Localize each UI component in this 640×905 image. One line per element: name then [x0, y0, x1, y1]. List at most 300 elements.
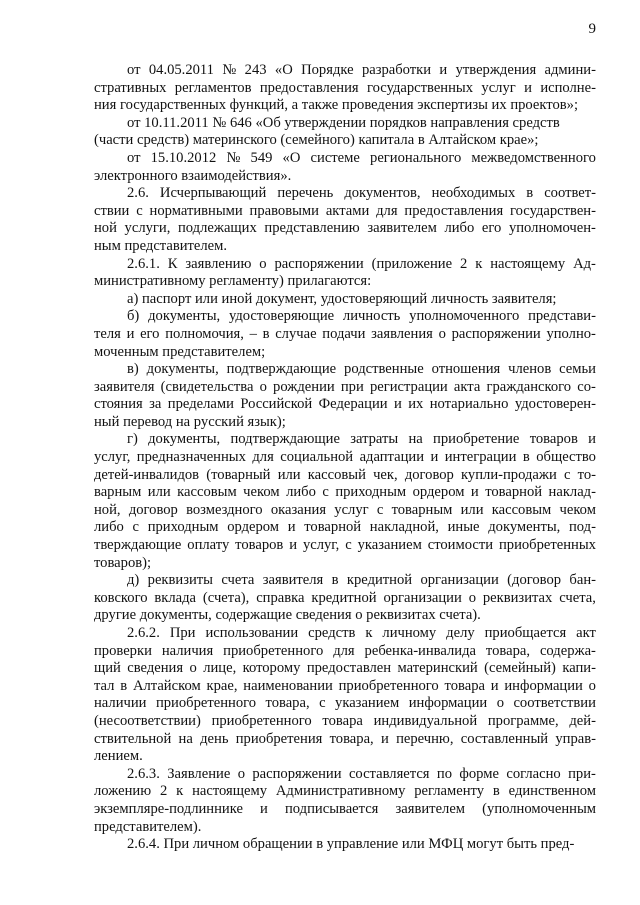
word: кассовый — [307, 466, 366, 483]
word: день — [200, 730, 229, 747]
text-line — [94, 185, 596, 203]
word: распоряжении — [451, 325, 541, 342]
word: подтверждающие — [230, 431, 340, 448]
word: настоящему — [192, 783, 268, 800]
text-line — [94, 361, 596, 379]
word: документы, — [146, 361, 219, 378]
word: ордером — [227, 519, 280, 536]
word: указанием — [335, 695, 400, 712]
word: накладной, — [369, 519, 439, 536]
text-line — [94, 256, 596, 274]
word: 15.10.2012 — [150, 149, 217, 166]
word: и — [524, 79, 532, 96]
word: в) — [127, 361, 139, 378]
word: г) — [127, 431, 138, 448]
text-line — [94, 431, 596, 449]
word: 2 — [459, 255, 468, 272]
word: с — [376, 501, 384, 518]
word: приобретенного — [211, 712, 312, 729]
word: К — [167, 255, 178, 272]
word: № — [222, 62, 237, 78]
word: либо — [286, 484, 316, 501]
word: товара, — [265, 695, 310, 712]
word: соответствии — [513, 695, 596, 712]
word: или — [277, 466, 301, 483]
word: детей-инвалидов — [94, 466, 200, 483]
text-line — [94, 62, 596, 80]
word: ребенка-инвалида — [364, 642, 476, 659]
word: к — [176, 783, 184, 800]
text-line — [94, 467, 596, 485]
word: оплату — [187, 537, 230, 554]
word: предоставления — [404, 202, 504, 219]
word: возмездного — [186, 501, 263, 518]
text-line — [94, 449, 596, 467]
text-line — [94, 590, 596, 608]
word: справка — [256, 589, 305, 606]
word: управ- — [555, 730, 596, 747]
word: проверки — [94, 642, 152, 659]
word: товара, — [485, 642, 530, 659]
word: наличия — [161, 642, 214, 659]
word: заявлению — [185, 255, 252, 272]
text-line — [94, 713, 596, 731]
word: стративных — [94, 79, 167, 96]
text-line — [94, 572, 596, 590]
word: программе, — [487, 712, 559, 729]
word: его — [481, 220, 502, 237]
text-line: товаров); — [94, 554, 152, 571]
text-line: 2.6.4. При личном обращении в управление или МФЦ могут быть пред- — [127, 836, 575, 853]
word: наименовании — [243, 677, 333, 694]
word: 2.6. — [127, 185, 149, 202]
word: подлежащих — [177, 220, 257, 237]
word: заявления — [371, 325, 433, 342]
word: исполне- — [540, 79, 596, 96]
word: государствен- — [510, 202, 596, 219]
word: и — [380, 730, 389, 747]
word: (товарный — [206, 466, 271, 483]
word: крае, — [206, 677, 238, 694]
word: № — [226, 149, 241, 166]
word: о — [259, 255, 267, 272]
text-line — [94, 731, 596, 749]
word: государственных — [367, 79, 474, 96]
word: 243 — [244, 62, 267, 78]
word: счета, — [559, 589, 596, 606]
word: организации — [420, 572, 499, 589]
text-line — [94, 203, 596, 221]
word: на — [178, 730, 193, 747]
word: и — [439, 62, 448, 78]
word: о — [438, 325, 446, 342]
word: и — [490, 677, 499, 694]
word: гражданского — [486, 378, 572, 395]
text-line — [94, 766, 596, 784]
text-line — [94, 625, 596, 643]
word: заявителя — [94, 378, 155, 395]
word: в — [331, 572, 339, 589]
word: затраты — [350, 431, 399, 448]
word: оказания — [270, 501, 327, 518]
word: админи- — [544, 62, 596, 78]
word: д) — [127, 572, 140, 589]
word: нотариально — [429, 396, 509, 413]
text-line: ным представителем. — [94, 237, 228, 254]
word: с — [136, 202, 143, 219]
word: подачи — [322, 325, 366, 342]
word: разработки — [361, 62, 432, 78]
word: от — [127, 62, 141, 78]
word: материнский — [397, 660, 478, 677]
word: товарной — [485, 484, 543, 501]
word: (приложение — [371, 255, 453, 272]
word: случае — [275, 325, 317, 342]
word: со- — [577, 378, 596, 395]
text-line: министративному регламенту) прилагаются: — [94, 273, 372, 290]
word: б) — [127, 308, 140, 325]
word: реквизиты — [147, 572, 213, 589]
word: услуг, — [94, 449, 131, 466]
word: дей- — [569, 712, 596, 729]
word: (несоответствии) — [94, 712, 201, 729]
word: Административному — [275, 783, 406, 800]
word: о — [189, 660, 197, 677]
word: ложению — [94, 783, 152, 800]
word: либо — [94, 519, 124, 536]
word: наличии — [94, 695, 147, 712]
text-line — [94, 379, 596, 397]
word: составляется — [348, 765, 430, 782]
word: наклад- — [548, 484, 596, 501]
word: товара — [322, 712, 363, 729]
text-line — [94, 308, 596, 326]
word: необходимых — [431, 185, 516, 202]
word: о — [259, 378, 267, 395]
word: средств — [308, 625, 356, 641]
word: 2 — [159, 783, 168, 800]
text-line: от 10.11.2011 № 646 «Об утверждении порядков направления средств — [127, 114, 560, 131]
word: приобретенного — [223, 642, 324, 659]
word: (договор — [507, 572, 562, 589]
word: единственном — [508, 783, 596, 800]
word: общество — [536, 449, 596, 466]
text-line — [94, 80, 596, 98]
word: информации — [504, 677, 583, 694]
word: перечень — [277, 185, 334, 202]
word: и — [470, 484, 479, 501]
word: 04.05.2011 — [148, 62, 214, 78]
word: бан- — [569, 572, 596, 589]
word: услуг — [481, 79, 516, 96]
word: удостоверяющие — [228, 308, 335, 325]
word: акт — [576, 625, 596, 641]
word: на — [408, 431, 423, 448]
word: вклада — [154, 589, 197, 606]
word: в — [120, 677, 128, 694]
word: с — [319, 695, 326, 712]
word: кредитной — [311, 589, 377, 606]
text-line — [94, 783, 596, 801]
word: делу — [446, 625, 475, 641]
word: акта — [453, 378, 481, 395]
word: регламенту — [414, 783, 485, 800]
word: или — [147, 484, 171, 501]
word: в — [526, 185, 534, 202]
word: тверждающие — [94, 537, 182, 554]
word: услуги, — [124, 220, 171, 237]
word: распоряжении — [274, 255, 364, 272]
word: предоставлен — [306, 660, 392, 677]
word: ствительной — [94, 730, 172, 747]
text-line — [94, 678, 596, 696]
word: то- — [577, 466, 596, 483]
word: приходным — [147, 519, 219, 536]
text-line: ный перевод на русский язык); — [94, 413, 286, 430]
word: и — [588, 431, 596, 448]
word: к — [365, 625, 373, 641]
word: заявителем — [395, 800, 466, 817]
word: договор — [128, 501, 178, 518]
word: чеком — [559, 501, 596, 518]
word: перечню, — [396, 730, 454, 747]
text-line — [94, 396, 596, 414]
word: и — [260, 800, 268, 817]
word: его — [140, 325, 160, 342]
word: документы, — [488, 519, 561, 536]
word: которому — [242, 660, 301, 677]
word: ковского — [94, 589, 148, 606]
word: утверждения — [455, 62, 537, 78]
word: при- — [568, 765, 596, 782]
text-line: лением. — [94, 748, 143, 765]
text-line: а) паспорт или иной документ, удостоверяющий личность заявителя; — [127, 290, 557, 307]
text-line — [94, 220, 596, 238]
word: регистрации — [369, 378, 448, 395]
word: чеком — [243, 484, 280, 501]
word: родственные — [344, 361, 424, 378]
word: (счета), — [202, 589, 250, 606]
word: содержа- — [539, 642, 596, 659]
word: социальной — [280, 449, 354, 466]
word: составленный — [460, 730, 549, 747]
word: приобщается — [484, 625, 567, 641]
word: к — [475, 255, 483, 272]
word: приобретение — [433, 431, 520, 448]
word: теля — [94, 325, 121, 342]
word: тал — [94, 677, 115, 694]
word: системе — [310, 149, 360, 166]
word: адаптации — [359, 449, 425, 466]
word: с — [563, 466, 571, 483]
word: о — [237, 765, 245, 782]
word: и — [287, 519, 296, 536]
word: товара — [444, 677, 485, 694]
word: информации — [408, 695, 488, 712]
word: (свидетельства — [160, 378, 254, 395]
word: капи- — [562, 660, 596, 677]
word: (уполномоченным — [482, 800, 596, 817]
word: стояния — [94, 396, 143, 413]
word: уполномоченного — [409, 308, 520, 325]
word: стоимости — [427, 537, 494, 554]
text-line — [94, 326, 596, 344]
word: реквизитах — [482, 589, 553, 606]
word: регионального — [370, 149, 462, 166]
word: договор — [404, 466, 454, 483]
word: Заявление — [167, 765, 231, 782]
word: Ад- — [573, 255, 596, 272]
word: представи- — [528, 308, 596, 325]
word: ной, — [94, 501, 121, 518]
word: с — [322, 484, 329, 501]
word: нормативными — [149, 202, 243, 219]
word: семьи — [559, 361, 596, 378]
word: актами — [325, 202, 370, 219]
word: иные — [447, 519, 480, 536]
word: ствии — [94, 202, 130, 219]
word: подписывается — [284, 800, 379, 817]
text-line — [94, 537, 596, 555]
word: товарным — [391, 501, 453, 518]
word: кредитной — [346, 572, 413, 589]
word: использовании — [205, 625, 299, 641]
word: для — [252, 449, 274, 466]
word: Порядке — [301, 62, 354, 78]
word: организации — [383, 589, 462, 606]
word: с — [345, 537, 352, 554]
word: приобретенных — [498, 537, 596, 554]
word: уполно- — [546, 325, 596, 342]
word: под- — [568, 519, 596, 536]
word: документы, — [148, 308, 221, 325]
word: указанием — [357, 537, 422, 554]
word: – — [249, 325, 257, 342]
word: с — [132, 519, 139, 536]
word: личному — [382, 625, 437, 641]
word: (семейный) — [484, 660, 556, 677]
word: и — [430, 449, 439, 466]
word: Алтайском — [132, 677, 201, 694]
word: для — [376, 202, 398, 219]
text-line: моченным представителем; — [94, 343, 266, 360]
word: чек, — [373, 466, 398, 483]
word: уполномочен- — [508, 220, 596, 237]
text-line: (части средств) материнского (семейного) капитала в Алтайском крае»; — [94, 132, 539, 149]
word: соответ- — [544, 185, 596, 202]
word: согласно — [506, 765, 561, 782]
word: в — [492, 783, 500, 800]
word: 549 — [250, 149, 273, 166]
text-line: представителем). — [94, 818, 202, 835]
word: индивидуальной — [373, 712, 478, 729]
word: экземпляре-подлиннике — [94, 800, 243, 817]
word: и — [126, 325, 135, 342]
word: и — [289, 537, 298, 554]
text-line: ния государственных функций, а также проведения экспертизы их проектов»; — [94, 97, 578, 114]
word: подтверждающие — [226, 361, 337, 378]
word: о — [496, 695, 504, 712]
text-line — [94, 695, 596, 713]
page-number: 9 — [588, 21, 596, 37]
word: 2.6.1. — [127, 255, 160, 272]
word: При — [169, 625, 196, 641]
word: о — [468, 589, 476, 606]
text-line: другие документы, содержащие сведения о реквизитах счета). — [94, 607, 481, 624]
text-line — [94, 519, 596, 537]
word: ной — [94, 220, 117, 237]
word: Федерации — [318, 396, 388, 413]
word: для — [333, 642, 355, 659]
word: приобретенного — [338, 677, 439, 694]
word: о — [588, 677, 596, 694]
word: документов, — [344, 185, 421, 202]
word: членов — [508, 361, 552, 378]
word: удостоверен- — [514, 396, 596, 413]
word: либо — [444, 220, 475, 237]
text-line — [94, 660, 596, 678]
word: товарной — [304, 519, 362, 536]
word: купли-продажи — [461, 466, 557, 483]
word: по — [436, 765, 453, 782]
word: товаров — [235, 537, 284, 554]
word: межведомственного — [471, 149, 596, 166]
word: 2.6.3. — [127, 765, 160, 782]
word: в — [522, 449, 530, 466]
word: предоставления — [259, 79, 359, 96]
text-line — [94, 484, 596, 502]
word: отношения — [431, 361, 501, 378]
word: кассовым — [491, 501, 552, 518]
word: рождении — [273, 378, 335, 395]
word: интеграции — [444, 449, 517, 466]
word: их — [408, 396, 424, 413]
word: правовыми — [249, 202, 319, 219]
word: «О — [282, 149, 301, 166]
word: приходным — [335, 484, 407, 501]
text-line — [94, 643, 596, 661]
word: при — [340, 378, 364, 395]
word: предназначенных — [136, 449, 246, 466]
word: пределами — [167, 396, 234, 413]
word: Исчерпывающий — [159, 185, 267, 202]
word: товаров — [529, 431, 578, 448]
word: счета — [221, 572, 255, 589]
word: заявителя — [262, 572, 324, 589]
word: настоящему — [490, 255, 566, 272]
word: ордером — [412, 484, 465, 501]
word: товара, — [329, 730, 374, 747]
document-body — [94, 62, 596, 854]
word: от — [127, 149, 141, 166]
text-line — [94, 150, 596, 168]
word: щий — [94, 660, 121, 677]
word: 2.6.2. — [127, 625, 160, 641]
word: регламентов — [174, 79, 252, 96]
word: личность — [342, 308, 401, 325]
word: сведения — [127, 660, 184, 677]
word: «О — [274, 62, 293, 78]
text-line — [94, 502, 596, 520]
word: за — [149, 396, 162, 413]
word: услуг, — [302, 537, 340, 554]
word: приобретения — [235, 730, 323, 747]
word: полномочия, — [165, 325, 244, 342]
word: заявителем — [367, 220, 437, 237]
word: лице, — [203, 660, 237, 677]
word: варным — [94, 484, 142, 501]
word: форме — [459, 765, 499, 782]
